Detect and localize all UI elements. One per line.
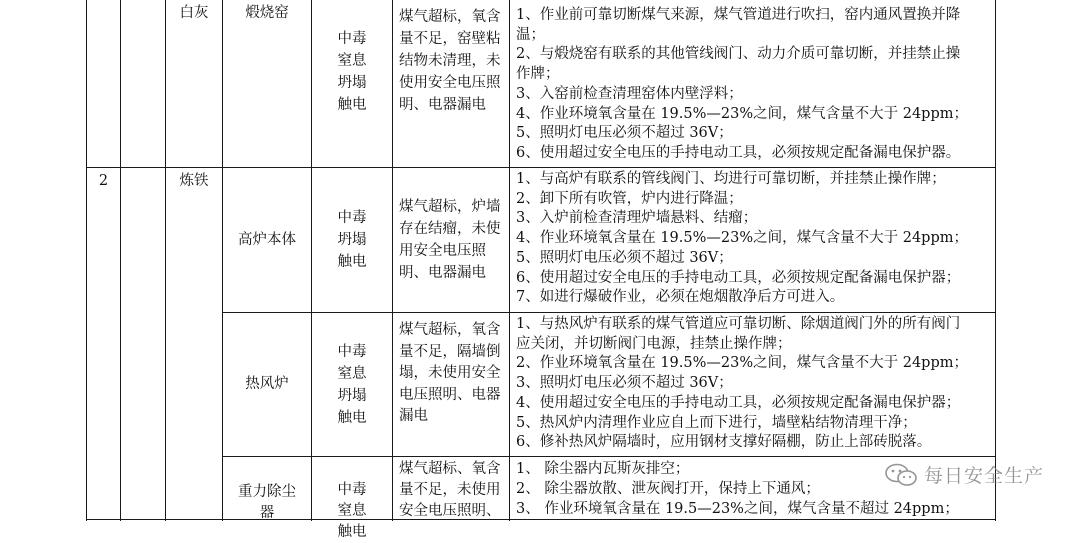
measure-line: 5、照明灯电压必须不超过 36V； <box>516 125 733 142</box>
measure-line: 4、作业环境氧含量在 19.5%—23%之间，煤气含量不大于 24ppm； <box>516 105 968 122</box>
measure-line: 2、与煅烧窑有联系的其他管线阀门、动力介质可靠切断，并挂禁止操 <box>516 46 961 63</box>
location-label: 高炉本体 <box>238 231 296 248</box>
process-label: 白灰 <box>179 4 209 21</box>
process-cell <box>166 170 222 192</box>
col-border <box>120 0 121 521</box>
measure-line: 1、 除尘器内瓦斯灰排空； <box>516 461 690 477</box>
condition-label: 煤气超标，炉墙存在结瘤，未使用安全电压照明、电器漏电 <box>399 199 501 281</box>
measure-line: 作牌； <box>516 66 560 83</box>
measures-cell <box>510 315 994 453</box>
seq-number: 2 <box>98 172 109 189</box>
measure-line: 温； <box>516 26 545 43</box>
measure-line: 1、作业前可靠切断煤气来源，煤气管道进行吹扫，窑内通风置换并降 <box>516 7 961 23</box>
measure-line: 3、 作业环境氧含量在 19.5—23%之间，煤气含量不超过 24ppm； <box>516 501 959 517</box>
col-border <box>86 0 87 521</box>
process-label: 炼铁 <box>179 172 209 189</box>
location-cell <box>223 168 311 312</box>
location-cell <box>223 2 311 24</box>
measure-line: 3、入炉前检查清理炉墙悬料、结瘤； <box>516 210 758 227</box>
seq-cell <box>87 170 120 192</box>
wechat-icon <box>884 463 918 487</box>
hazard-cell <box>312 313 392 456</box>
measure-line: 1、与热风炉有联系的煤气管道应可靠切断、除烟道阀门外的所有阀门 <box>516 316 961 332</box>
measure-line: 6、使用超过安全电压的手持电动工具，必须按规定配备漏电保护器； <box>516 269 961 286</box>
condition-label: 煤气超标、氧含量不足，未使用安全电压照明、 <box>399 461 501 519</box>
measure-line: 6、修补热风炉隔墙时，应用钢材支撑好隔棚，防止上部砖脱落。 <box>516 434 932 451</box>
hazard-cell <box>312 6 392 116</box>
col-border <box>165 0 166 521</box>
hazard-cell <box>312 168 392 312</box>
location-label: 重力除尘 器 <box>238 484 296 521</box>
measure-line: 3、入窑前检查清理窑体内壁浮料； <box>516 85 743 102</box>
condition-cell <box>393 196 509 284</box>
row-border <box>222 456 996 457</box>
measures-cell <box>510 6 994 164</box>
hazard-cell <box>312 459 392 543</box>
measure-line: 5、热风炉内清理作业应自上而下进行，墙壁粘结物清理干净； <box>516 414 917 431</box>
measure-line: 1、与高炉有联系的管线阀门、均进行可靠切断，并挂禁止操作牌； <box>516 171 946 187</box>
watermark <box>884 461 1044 488</box>
measure-line: 5、照明灯电压必须不超过 36V； <box>516 249 733 266</box>
measure-line: 3、照明灯电压必须不超过 36V； <box>516 375 733 392</box>
condition-cell <box>393 459 509 519</box>
measure-line: 4、使用超过安全电压的手持电动工具，必须按规定配备漏电保护器； <box>516 394 961 411</box>
measure-line: 应关闭，并切断阀门电源，挂禁止操作牌； <box>516 335 792 352</box>
measure-line: 2、 除尘器放散、泄灰阀打开，保持上下通风； <box>516 481 820 497</box>
watermark-text: 每日安全生产 <box>923 465 1044 487</box>
measure-line: 2、作业环境氧含量在 19.5%—23%之间，煤气含量不大于 24ppm； <box>516 355 968 372</box>
measure-line: 7、如进行爆破作业，必须在炮烟散净后方可进入。 <box>516 289 845 306</box>
condition-label: 煤气超标，氧含量不足，窑壁粘结物未清理，未使用安全电压照明、电器漏电 <box>399 9 501 113</box>
condition-label: 煤气超标，氧含量不足，隔墙倒塌，未使用安全电压照明、电器漏电 <box>399 322 501 424</box>
hazard-label: 中毒 坍塌 触电 <box>337 210 367 270</box>
col-border <box>995 0 996 521</box>
measure-line: 6、使用超过安全电压的手持电动工具，必须按规定配备漏电保护器。 <box>516 144 961 161</box>
measure-line: 2、卸下所有吹管，炉内进行降温； <box>516 190 743 207</box>
location-cell <box>223 461 311 524</box>
location-label: 煅烧窑 <box>245 4 289 21</box>
hazard-label: 中毒 窒息 坍塌 触电 <box>337 343 367 426</box>
measure-line: 4、作业环境氧含量在 19.5%—23%之间，煤气含量不大于 24ppm； <box>516 230 968 247</box>
process-cell <box>166 2 222 24</box>
hazard-label: 中毒 窒息 触电 <box>337 482 367 540</box>
condition-cell <box>393 320 509 428</box>
measures-cell <box>510 170 994 308</box>
location-cell <box>223 313 311 456</box>
location-label: 热风炉 <box>245 376 289 392</box>
hazard-label: 中毒 窒息 坍塌 触电 <box>337 31 367 113</box>
condition-cell <box>393 6 509 116</box>
